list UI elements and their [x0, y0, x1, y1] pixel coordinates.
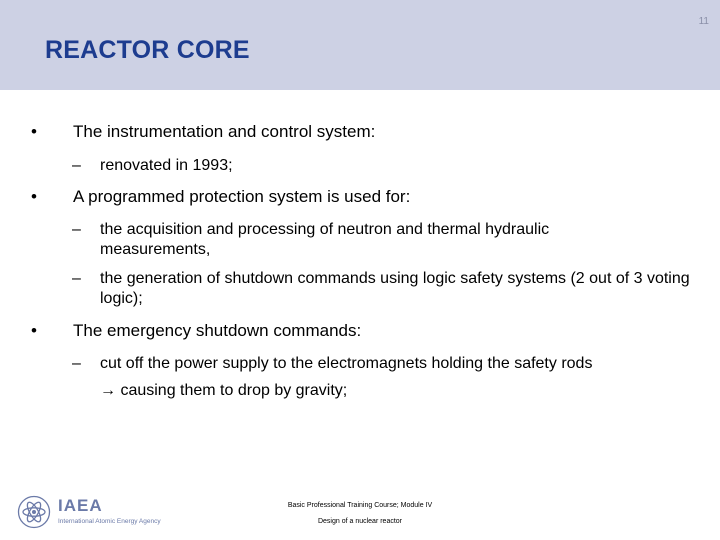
dash-marker: – — [72, 221, 81, 238]
logo-subtitle: International Atomic Energy Agency — [58, 518, 161, 525]
bullet-marker: • — [31, 321, 37, 340]
sub-bullet-text: cut off the power supply to the electromagnets holding the safety rods — [100, 355, 593, 372]
slide-number: 11 — [698, 16, 709, 27]
dash-marker: – — [72, 355, 81, 372]
dash-marker: – — [72, 270, 81, 287]
bullet-marker: • — [31, 122, 37, 141]
sub-bullet-text: renovated in 1993; — [100, 157, 233, 174]
logo-text: IAEA — [58, 496, 103, 515]
sub-bullet-text: the generation of shutdown commands using logic safety systems (2 out of 3 voting logic); — [100, 270, 690, 307]
dash-marker: – — [72, 157, 81, 174]
bullet-text: The emergency shutdown commands: — [73, 321, 362, 340]
bullet-marker: • — [31, 187, 37, 206]
footer-course: Basic Professional Training Course; Module IV — [287, 502, 433, 509]
bullet-text: The instrumentation and control system: — [73, 122, 376, 141]
footer-topic: Design of a nuclear reactor — [317, 518, 403, 525]
page-title: REACTOR CORE — [45, 36, 250, 64]
bullet-text: A programmed protection system is used for: — [73, 187, 411, 206]
sub-bullet-text: the acquisition and processing of neutron and thermal hydraulic measurements, — [100, 221, 550, 258]
header-band — [0, 0, 720, 90]
arrow-consequence: → causing them to drop by gravity; — [100, 382, 348, 399]
